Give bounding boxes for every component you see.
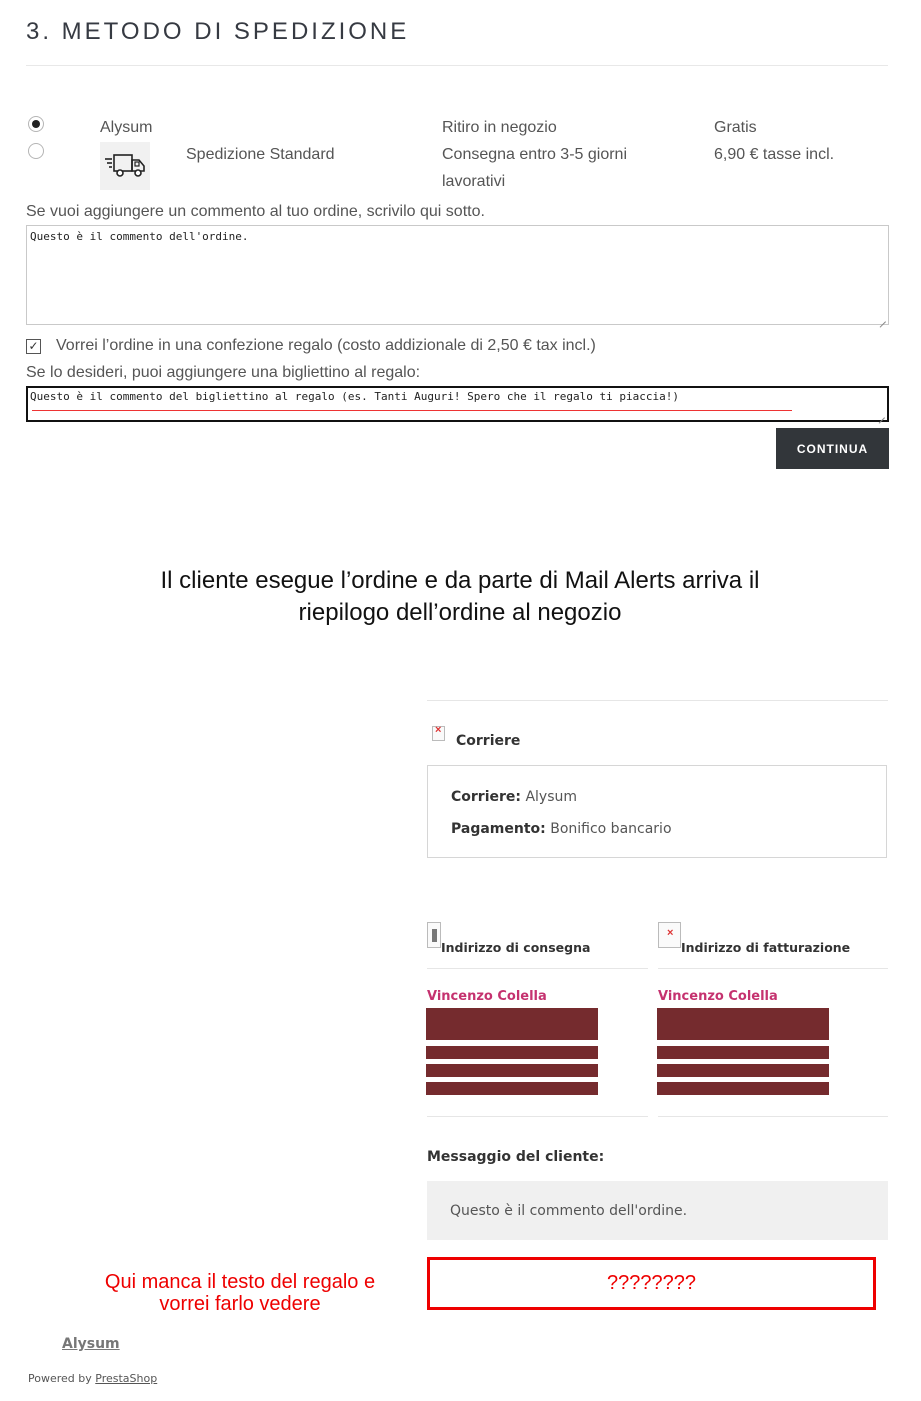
powered-by-prefix: Powered by xyxy=(28,1372,96,1385)
missing-gift-message-box: ???????? xyxy=(427,1257,876,1310)
section-title: 3. METODO DI SPEDIZIONE xyxy=(26,18,410,45)
price-free: Gratis xyxy=(714,119,757,136)
redacted-address xyxy=(657,1064,829,1077)
carrier-key: Corriere: xyxy=(451,789,521,805)
address-divider xyxy=(427,968,648,969)
payment-row xyxy=(451,821,672,837)
carrier-name: Alysum xyxy=(100,119,153,136)
powered-by xyxy=(28,1372,157,1385)
note-line2: vorrei farlo vedere xyxy=(159,1293,321,1315)
order-comment-textarea[interactable] xyxy=(26,225,889,325)
billing-address-title: Indirizzo di fatturazione xyxy=(681,940,851,955)
shipping-option-name: Spedizione Standard xyxy=(186,146,335,163)
customer-message-title: Messaggio del cliente: xyxy=(427,1149,605,1165)
redacted-address xyxy=(657,1082,829,1095)
image-placeholder-bar xyxy=(432,929,437,942)
continue-button[interactable]: CONTINUA xyxy=(776,428,889,469)
carrier-section-title: Corriere xyxy=(456,733,521,749)
carrier-row xyxy=(451,789,577,805)
shop-name-link[interactable]: Alysum xyxy=(62,1336,120,1352)
redacted-address xyxy=(426,1046,598,1059)
payment-key: Pagamento: xyxy=(451,821,546,837)
address-divider xyxy=(658,968,888,969)
delivery-info-line1: Ritiro in negozio xyxy=(442,119,557,136)
redacted-address xyxy=(426,1082,598,1095)
delivery-address-title: Indirizzo di consegna xyxy=(441,940,591,955)
delivery-info-line2: Consegna entro 3-5 giorni xyxy=(442,146,628,163)
customer-message: Questo è il commento dell'ordine. xyxy=(450,1203,688,1219)
gift-message-textarea[interactable] xyxy=(26,386,889,422)
broken-image-icon xyxy=(658,922,681,948)
gift-message-label: Se lo desideri, puoi aggiungere una bigliettino al regalo: xyxy=(26,364,421,381)
redacted-address xyxy=(657,1046,829,1059)
gift-message-value: Questo è il commento del bigliettino al regalo (es. Tanti Auguri! Spero che il regalo ti piaccia!) xyxy=(30,390,680,403)
order-comment-value: Questo è il commento dell'ordine. xyxy=(30,230,249,243)
carrier-value: Alysum xyxy=(525,789,578,805)
price-standard: 6,90 € tasse incl. xyxy=(714,146,835,163)
annotation-line2: riepilogo dell’ordine al negozio xyxy=(298,599,622,626)
truck-icon xyxy=(100,142,150,190)
comment-label: Se vuoi aggiungere un commento al tuo ordine, scrivilo qui sotto. xyxy=(26,203,485,220)
broken-image-icon xyxy=(427,922,441,948)
email-divider xyxy=(427,700,888,701)
address-divider xyxy=(658,1116,888,1117)
spellcheck-underline xyxy=(32,410,792,411)
divider xyxy=(26,65,888,66)
billing-name: Vincenzo Colella xyxy=(658,989,778,1004)
delivery-info-line3: lavorativi xyxy=(442,173,506,190)
shipping-radio[interactable] xyxy=(28,143,44,159)
broken-image-x: × xyxy=(667,927,674,939)
resize-handle-icon[interactable] xyxy=(877,410,885,418)
payment-value: Bonifico bancario xyxy=(550,821,672,837)
carrier-box xyxy=(427,765,887,858)
delivery-name: Vincenzo Colella xyxy=(427,989,547,1004)
customer-message-box xyxy=(427,1181,888,1240)
annotation-line1: Il cliente esegue l’ordine e da parte di Mail Alerts arriva il xyxy=(160,567,760,594)
gift-checkbox[interactable]: ✓ xyxy=(26,339,41,354)
gift-checkbox-label: Vorrei l’ordine in una confezione regalo (costo addizionale di 2,50 € tax incl.) xyxy=(56,337,596,354)
resize-handle-icon[interactable] xyxy=(878,314,886,322)
redacted-address xyxy=(426,1064,598,1077)
broken-image-icon xyxy=(432,726,445,741)
redacted-address xyxy=(426,1008,598,1040)
prestashop-link[interactable]: PrestaShop xyxy=(95,1372,158,1385)
address-divider xyxy=(427,1116,648,1117)
redacted-address xyxy=(657,1008,829,1040)
note-line1: Qui manca il testo del regalo e xyxy=(104,1271,376,1293)
shipping-radio-selected[interactable] xyxy=(28,116,44,132)
